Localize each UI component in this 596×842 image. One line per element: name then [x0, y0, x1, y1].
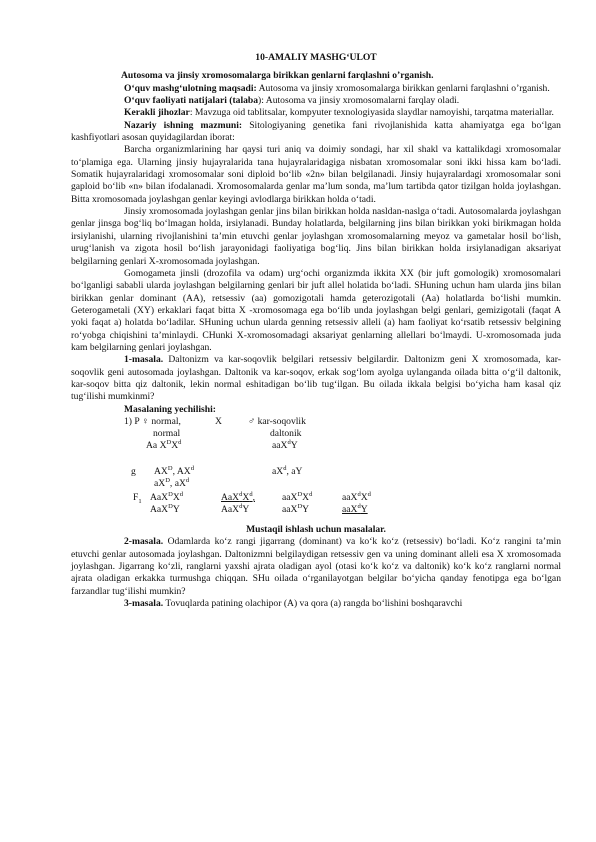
independent-heading: Mustaqil ishlash uchun masalalar. — [246, 523, 386, 535]
offspring-8: aaX$^d$Y — [342, 502, 368, 515]
theory-label: Nazariy ishning mazmuni: — [124, 119, 243, 131]
parent-male-label: ♂ kar-soqovlik — [248, 415, 306, 427]
solution-scheme — [71, 416, 561, 524]
theory-text: Sitologiyaning genetika fani rivojlanishida katta ahamiyatga ega bo‘lgan kashfiyotlari asosan quyidagilardan iborat: — [71, 119, 561, 144]
document-page — [71, 52, 561, 610]
task-1 — [71, 354, 561, 403]
parent-female-label: 1) P ♀ normal, — [124, 415, 181, 427]
tools-label: Kerakli jihozlar — [124, 107, 190, 119]
paragraph-1: Barcha organizmlarining har qaysi turi aniq va doimiy sondagi, har xil shakl va kattalikdagi xromosomalar to‘plamiga ega. Ularning jinsiy hujayralarida tana hujayralaridagiga nisbatan xromosomalar soni ikki hissa kam bo‘ladi. Somatik hujayralaridagi xromosomalar soni diploid bo‘lib «2n» bilan belgilanadi. Jinsiy hujayralardagi xromosomalar soni gaploid bo‘lib «n» bilan ifodalanadi. Xromosomalarda genlar ma’lum sonda, ma’lum tartibda qator tizilgan holda joylashgan. Bitta xromosomada joylashgan genlar keyingi avlodlarga birikkan holda o‘tadi. — [71, 144, 561, 205]
male-gametes: $aX^d$, aY — [272, 464, 303, 477]
task-2-text: Odamlarda ko‘z rangi jigarrang (dominant) va ko‘k ko‘z (retsessiv) bo‘ladi. Ko‘z rangini ta’min etuvchi genlar autosomada joylashgan. Daltonizmni belgilaydigan retsessiv gen va uning dominant alleli esa X xromosomada joylashgan. Jigarrang ko‘zli, ranglarni yaxshi ajrata oladigan ayol (otasi ko‘k ko‘z va daltonik) ko‘k ko‘z ranglarni normal ajrata oladigan erkakka turmushga chiqqan. SHu oilada o‘rganilayotgan belgilar bo‘yicha qanday fenotipga ega bo‘lgan farzandlar tug‘ilishi mumkin? — [71, 536, 561, 597]
paragraph-3: Gomogameta jinsli (drozofila va odam) urg‘ochi organizmda ikkita XX (bir juft gomologik) xromosomalari bo‘lganligi sababli ularda joylashgan belgilarning genlari bir juft allel holatida bo‘ladi. SHuning uchun ham ularda jins bilan birikkan genlar dominant (AA), retsessiv (aa) gomozigotali hamda geterozigotali (Aa) holatlarda bo‘lishi mumkin. Geterogametali (XY) erkaklari faqat bitta X -xromosomaga ega bo‘lib unda joylashgan belgi genlari, gemizigotali (faqat A yoki faqat a) holatda bo‘ladilar. SHuning uchun ularda genning retsessiv alleli (a) ham faoliyat ko‘rsatib retsessiv belgining ro‘yobga chiqishini ta’minlaydi. CHunki X-xromosomadagi aksariyat genlarning allellari bo‘lmaydi. U-xromosomada juda kam belgilarning genlari joylashgan. — [71, 267, 561, 353]
goal-label: O‘quv mashg‘ulotning maqsadi: — [124, 82, 257, 94]
offspring-1: $AaX^DX^d$ — [150, 490, 184, 503]
task-2-label: 2-masala. — [124, 536, 164, 548]
tools-text: : Mavzuga oid tablitsalar, kompyuter texnologiyasida slaydlar namoyishi, tarqatma materiallar. — [189, 107, 554, 119]
tools-paragraph — [71, 107, 561, 119]
offspring-5: AaX$^D$Y — [150, 502, 180, 515]
goal-paragraph — [71, 83, 561, 95]
offspring-4: $aaX^dX^d$ — [342, 490, 371, 503]
solution-label: Masalaning yechilishi: — [124, 403, 216, 415]
results-paragraph — [71, 95, 561, 107]
task-3 — [71, 598, 561, 610]
male-phenotype: daltonik — [270, 427, 302, 439]
offspring-2: $AaX^dX^d$, — [221, 490, 255, 503]
results-label: O‘quv faoliyati natijalari (talaba — [124, 95, 259, 107]
f1-label: $F_1$ — [133, 491, 142, 505]
goal-text: Autosoma va jinsiy xromosomalarga birikkan genlarni farqlashni o’rganish. — [256, 82, 550, 94]
page-title: 10-AMALIY MASHG‘ULOT — [255, 52, 377, 63]
offspring-7: aaX$^D$Y — [282, 502, 310, 515]
topic: Autosoma va jinsiy xromosomalarga birikkan genlarni farqlashni o’rganish. — [121, 70, 434, 82]
paragraph-2: Jinsiy xromosomada joylashgan genlar jins bilan birikkan holda nasldan-naslga o‘tadi. Autosomalarda joylashgan genlar jinsga bog‘liq bo‘lmagan holda, irsiylanadi. Bunday holatlarda, belgilarning jins bilan birikkan yoki birikmagan holda irsiylanishi, ularning rivojlanishini ta’min etuvchi genlar joylashgan xromosomalarning meyoz va gametalar hosil bo‘lish, urug‘lanish va zigota hosil bo‘lish jarayonidagi faoliyatiga bog‘liq. Jins bilan birikkan holda irsiylanadigan aksariyat belgilarning genlari X-xromosomada joylashgan. — [71, 206, 561, 267]
results-text: ): Autosoma va jinsiy xromosomalarni farqlay oladi. — [258, 95, 460, 107]
task-1-label: 1-masala. — [124, 354, 164, 366]
male-genotype: aaX$^d$Y — [272, 438, 298, 451]
theory-paragraph — [71, 120, 561, 145]
female-gametes-1: $AX^D$, $AX^d$ — [154, 464, 194, 477]
offspring-6: AaX$^d$Y — [221, 502, 250, 515]
task-3-label: 3-masala. — [124, 598, 164, 610]
offspring-3: $aaX^DX^d$ — [282, 490, 313, 503]
task-1-text: Daltonizm va kar-soqovlik belgilari retsessiv belgilardir. Daltonizm geni X xromosomada, kar-soqovlik geni autosomada joylashgan. Daltonik va kar-soqov, erkak sog‘lom ayolga uylanganda oilada bitta o‘g‘il daltonik, kar-soqov bitta qiz daltonik, lekin normal eshitadigan bo‘lib tug‘ilgan. Bu oilada ikkala belgisi bo‘yicha ham kasal qiz tug‘ilishi mumkinmi? — [71, 354, 561, 403]
cross-sign: X — [215, 415, 222, 427]
task-2 — [71, 536, 561, 598]
female-genotype: Aa $X^DX^d$ — [146, 438, 182, 451]
female-phenotype: normal — [153, 427, 181, 439]
task-3-text: Tovuqlarda patining olachipor (A) va qora (a) rangda bo‘lishini boshqaravchi — [163, 598, 463, 610]
female-gametes-2: $aX^D$, $aX^d$ — [154, 476, 190, 489]
gametes-label: g — [131, 465, 136, 477]
